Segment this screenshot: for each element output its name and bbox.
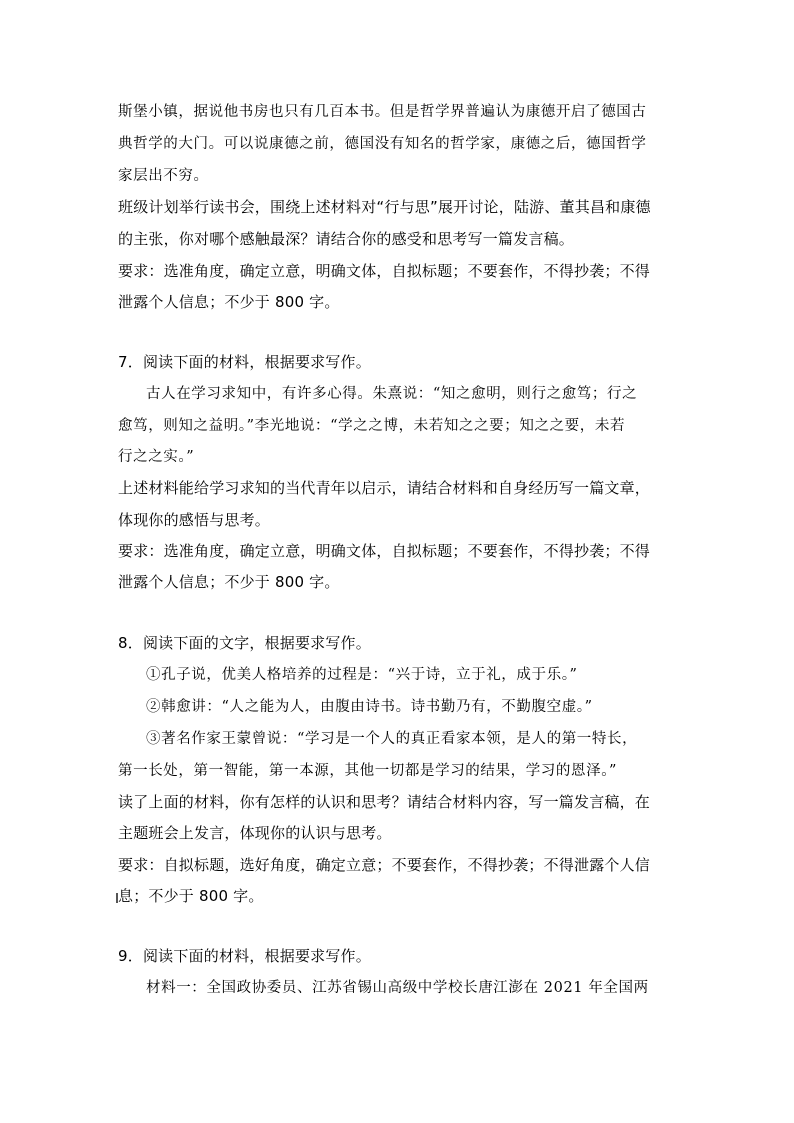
material-line: ②韩愈讲：“人之能为人，由腹由诗书。诗书勤乃有，不勤腹空虚。”	[146, 699, 593, 715]
text-line: 上述材料能给学习求知的当代青年以启示，请结合材料和自身经历写一篇文章，	[118, 479, 651, 497]
text-line: 主题班会上发言，体现你的认识与思考。	[118, 824, 392, 842]
cursor-mark	[116, 893, 118, 903]
requirement-line: 泄露个人信息；不少于 800 字。	[118, 293, 340, 311]
text-line: 读了上面的材料，你有怎样的认识和思考？请结合材料内容，写一篇发言稿，在	[118, 793, 651, 811]
material-line: 第一长处，第一智能，第一本源，其他一切都是学习的结果，学习的恩泽。”	[118, 763, 618, 779]
material-line: 行之之实。”	[118, 449, 195, 465]
question-heading: 7．阅读下面的材料，根据要求写作。	[118, 353, 371, 371]
question-heading: 8．阅读下面的文字，根据要求写作。	[118, 634, 371, 652]
text-line: 典哲学的大门。可以说康德之前，德国没有知名的哲学家，康德之后，德国哲学	[118, 136, 647, 152]
text-line: 的主张，你对哪个感触最深？请结合你的感受和思考写一篇发言稿。	[118, 230, 575, 248]
requirement-line: 息；不少于 800 字。	[118, 887, 264, 905]
text-line: 班级计划举行读书会，围绕上述材料对“行与思”展开讨论，陆游、董其昌和康德	[118, 198, 651, 216]
requirement-line: 泄露个人信息；不少于 800 字。	[118, 573, 340, 591]
material-line: 古人在学习求知中，有许多心得。朱熹说：“知之愈明，则行之愈笃；行之	[146, 386, 638, 402]
material-line: 愈笃，则知之益明。”李光地说：“学之之博，未若知之之要；知之之要，未若	[118, 418, 626, 434]
requirement-line: 要求：选准角度，确定立意，明确文体，自拟标题；不要套作，不得抄袭；不得	[118, 542, 651, 560]
requirement-line: 要求：自拟标题，选好角度，确定立意；不要套作，不得抄袭；不得泄露个人信	[118, 856, 651, 874]
material-line: 材料一：全国政协委员、江苏省锡山高级中学校长唐江澎在 2021 年全国两	[146, 980, 649, 996]
text-line: 斯堡小镇，据说他书房也只有几百本书。但是哲学界普遍认为康德开启了德国古	[118, 104, 647, 120]
material-line: ③著名作家王蒙曾说：“学习是一个人的真正看家本领，是人的第一特长，	[146, 731, 638, 747]
material-line: ①孔子说，优美人格培养的过程是：“兴于诗，立于礼，成于乐。”	[146, 667, 578, 683]
text-line: 体现你的感悟与思考。	[118, 511, 271, 529]
question-heading: 9．阅读下面的材料，根据要求写作。	[118, 947, 371, 965]
requirement-line: 要求：选准角度，确定立意，明确文体，自拟标题；不要套作，不得抄袭；不得	[118, 262, 651, 280]
text-line: 家层出不穷。	[118, 168, 209, 184]
